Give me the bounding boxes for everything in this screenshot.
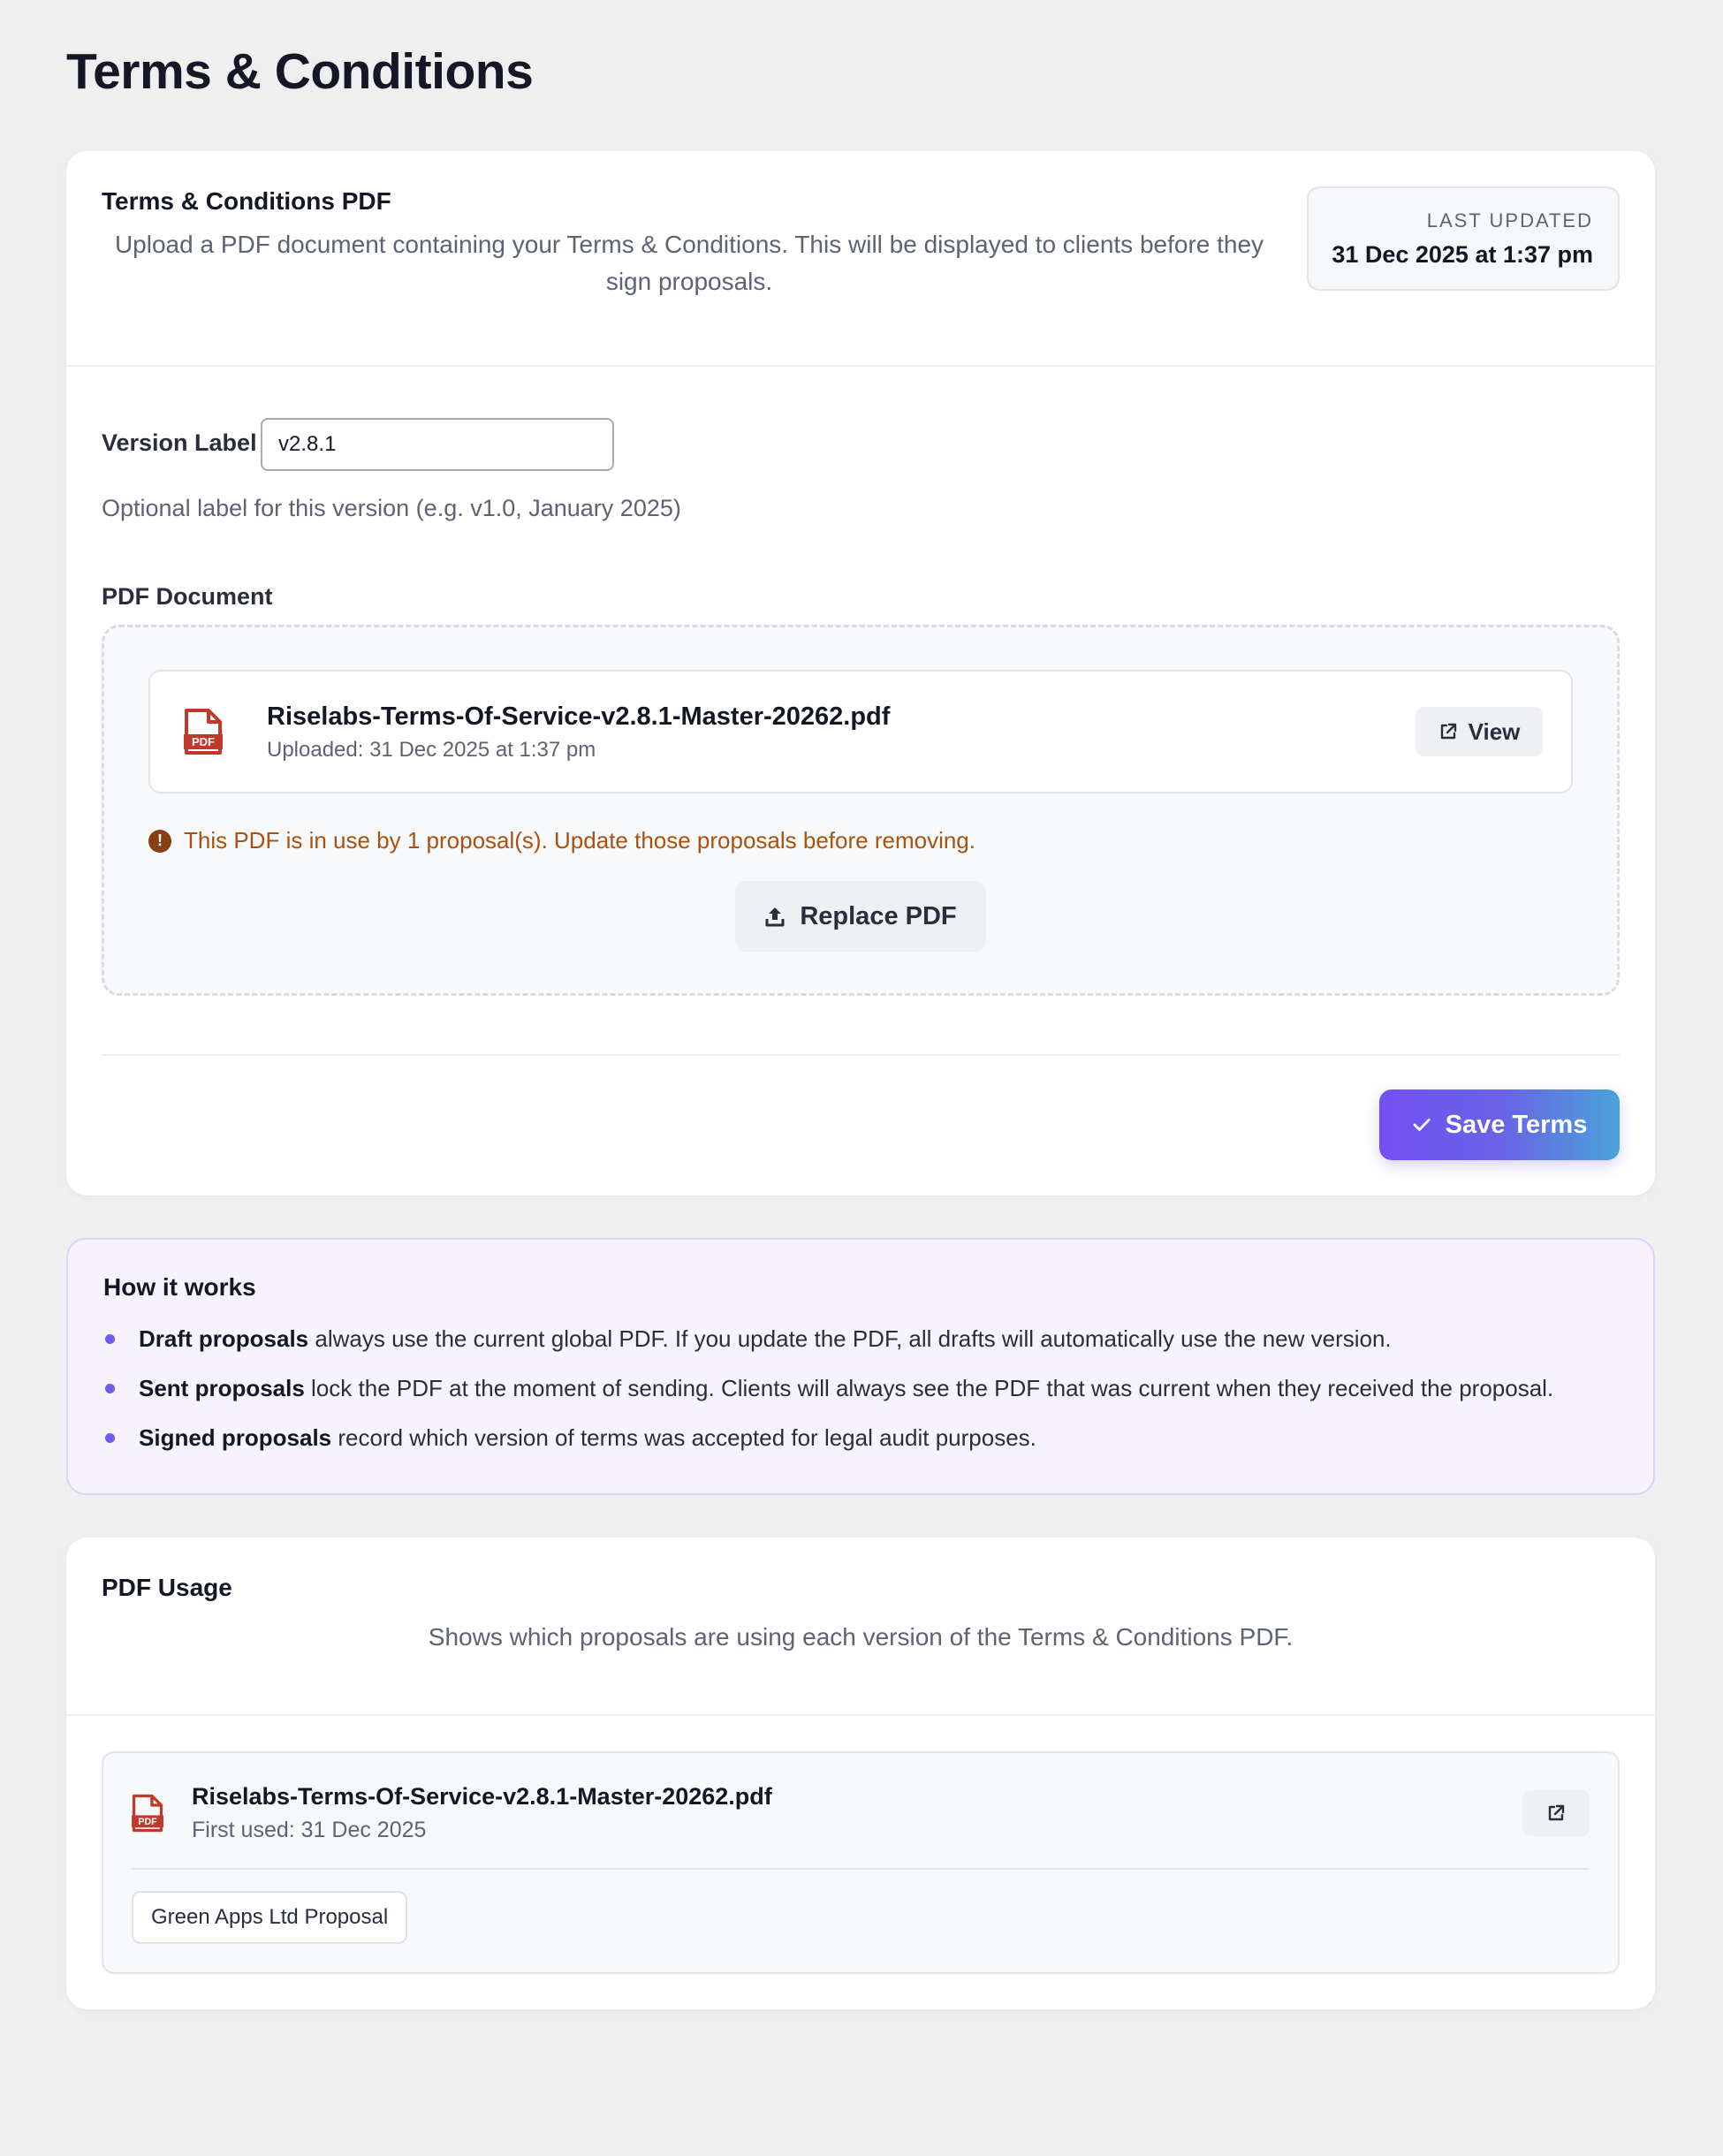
terms-card [66, 151, 1655, 1196]
save-row [102, 1089, 1620, 1160]
uploaded-file-date: Uploaded: 31 Dec 2025 at 1:37 pm [267, 737, 596, 762]
replace-pdf-button[interactable] [735, 881, 986, 952]
pdf-usage-title: PDF Usage [102, 1574, 232, 1602]
pdf-in-use-warning-text: This PDF is in use by 1 proposal(s). Update those proposals before removing. [184, 827, 975, 854]
pdf-file-icon [132, 1794, 163, 1833]
terms-card-description: Upload a PDF document containing your Terms & Conditions. This will be displayed to clients before they sign proposals. [114, 231, 1264, 296]
view-pdf-label: View [1468, 717, 1521, 745]
pdf-file-icon [184, 708, 223, 755]
open-pdf-button[interactable] [1522, 1790, 1590, 1836]
save-terms-button[interactable] [1379, 1089, 1620, 1160]
save-terms-label: Save Terms [1445, 1110, 1588, 1139]
bullet-dot [105, 1384, 115, 1393]
usage-item [102, 1751, 1620, 1974]
pdf-usage-description: Shows which proposals are using each version of the Terms & Conditions PDF. [428, 1623, 1294, 1651]
upload-icon [764, 905, 786, 928]
list-item [103, 1422, 1618, 1454]
list-item-text: record which version of terms was accepted for legal audit purposes. [331, 1424, 1036, 1452]
check-icon [1412, 1117, 1431, 1133]
uploaded-file-name: Riselabs-Terms-Of-Service-v2.8.1-Master-20262.pdf [267, 702, 891, 732]
pdf-usage-card [66, 1537, 1655, 2009]
replace-pdf-label: Replace PDF [800, 901, 957, 930]
page-title: Terms & Conditions [66, 43, 534, 100]
terms-card-title: Terms & Conditions PDF [102, 186, 391, 215]
replace-wrap [148, 881, 1573, 952]
uploaded-file-row [148, 670, 1573, 793]
list-item-text: always use the current global PDF. If you update the PDF, all drafts will automatically use the new version. [308, 1325, 1392, 1353]
last-updated-label: LAST UPDATED [1426, 209, 1593, 232]
pdf-document-label: PDF Document [102, 583, 273, 611]
proposal-chip[interactable]: Green Apps Ltd Proposal [132, 1891, 407, 1944]
uploaded-file-info [267, 702, 890, 763]
usage-item-header [132, 1783, 1590, 1870]
alert-circle-icon: ! [148, 830, 171, 853]
divider [102, 1054, 1620, 1056]
list-item [103, 1323, 1618, 1355]
how-it-works-panel [66, 1238, 1655, 1495]
external-link-icon [1546, 1803, 1566, 1823]
terms-card-header [66, 151, 1655, 367]
list-item-text: lock the PDF at the moment of sending. Clients will always see the PDF that was current when they received the proposal. [304, 1375, 1554, 1402]
usage-item-info [192, 1783, 772, 1843]
version-input[interactable] [261, 418, 614, 471]
svg-text:PDF: PDF [138, 1817, 157, 1828]
usage-file-name: Riselabs-Terms-Of-Service-v2.8.1-Master-20262.pdf [192, 1783, 772, 1811]
list-item-bold: Signed proposals [139, 1424, 332, 1452]
usage-first-used: First used: 31 Dec 2025 [192, 1818, 427, 1843]
last-updated-box [1307, 186, 1620, 291]
pdf-dropzone[interactable] [102, 625, 1620, 996]
terms-card-body [66, 367, 1655, 1196]
pdf-usage-header [66, 1537, 1655, 1716]
version-hint: Optional label for this version (e.g. v1.0, January 2025) [102, 494, 681, 521]
bullet-dot [105, 1334, 115, 1344]
last-updated-value: 31 Dec 2025 at 1:37 pm [1332, 241, 1593, 269]
svg-text:PDF: PDF [192, 735, 215, 749]
bullet-dot [105, 1433, 115, 1443]
version-label: Version Label [102, 429, 257, 456]
view-pdf-button[interactable] [1416, 707, 1543, 756]
how-it-works-title: How it works [103, 1273, 256, 1302]
list-item-bold: Sent proposals [139, 1375, 305, 1402]
list-item [103, 1372, 1618, 1405]
external-link-icon [1438, 722, 1458, 741]
pdf-usage-body [66, 1716, 1655, 2009]
list-item-bold: Draft proposals [139, 1325, 309, 1353]
how-it-works-list [103, 1323, 1618, 1454]
pdf-in-use-warning [148, 827, 1573, 854]
